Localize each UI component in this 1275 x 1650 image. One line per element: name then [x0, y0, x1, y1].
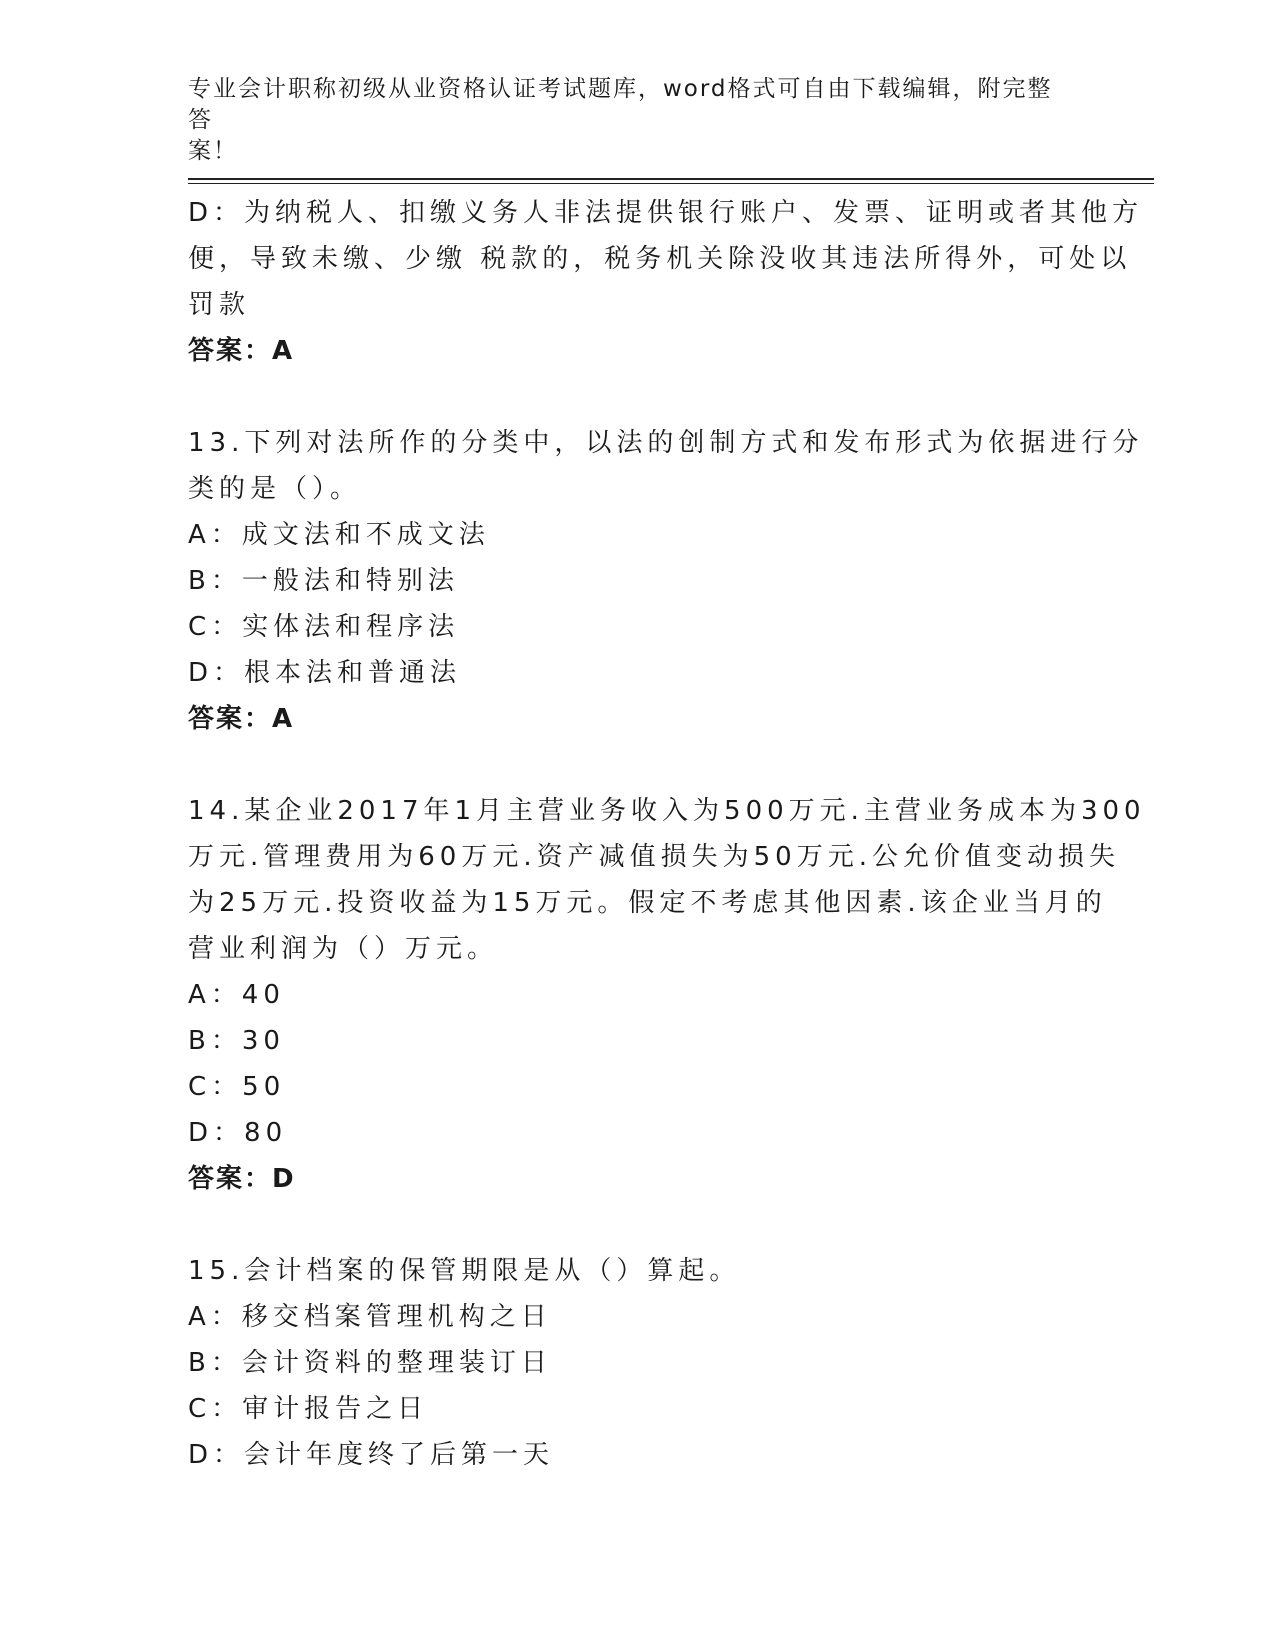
option-d: D：根本法和普通法 — [188, 658, 462, 688]
header-line-1: 专业会计职称初级从业资格认证考试题库，word格式可自由下载编辑，附完整答 — [188, 76, 1053, 133]
spacer — [188, 1202, 1088, 1248]
option-b: B：会计资料的整理装订日 — [188, 1348, 552, 1378]
option-a: A：40 — [188, 980, 285, 1010]
option-d-line-1: D：为纳税人、扣缴义务人非法提供银行账户、发票、证明或者其他方 — [188, 198, 1144, 228]
question-stem-line: 类的是（）。 — [188, 474, 362, 504]
option-b: B：一般法和特别法 — [188, 566, 459, 596]
option-b: B：30 — [188, 1026, 285, 1056]
answer-line: 答案：D — [188, 1164, 296, 1194]
prev-question-block — [188, 190, 1144, 374]
option-d: D：会计年度终了后第一天 — [188, 1440, 555, 1470]
spacer — [188, 742, 1088, 788]
header-divider-thin — [188, 183, 1154, 184]
option-c: C：50 — [188, 1072, 286, 1102]
question-stem-line: 15.会计档案的保管期限是从（）算起。 — [188, 1256, 741, 1286]
question-stem-line: 13.下列对法所作的分类中，以法的创制方式和发布形式为依据进行分 — [188, 428, 1144, 458]
question-content — [188, 190, 1146, 1478]
question-stem-line: 营业利润为（）万元。 — [188, 934, 499, 964]
question-13 — [188, 420, 1144, 742]
question-stem-line: 为25万元.投资收益为15万元。假定不考虑其他因素.该企业当月的 — [188, 888, 1107, 918]
question-stem-line: 万元.管理费用为60万元.资产减值损失为50万元.公允价值变动损失 — [188, 842, 1120, 872]
option-a: A：移交档案管理机构之日 — [188, 1302, 552, 1332]
option-a: A：成文法和不成文法 — [188, 520, 490, 550]
spacer — [188, 374, 1088, 420]
option-d-line-3: 罚款 — [188, 290, 251, 320]
header-divider-thick — [188, 178, 1154, 180]
answer-line: 答案：A — [188, 704, 295, 734]
option-c: C：实体法和程序法 — [188, 612, 460, 642]
option-d-line-2: 便，导致未缴、少缴 税款的，税务机关除没收其违法所得外，可处以 — [188, 244, 1132, 274]
question-stem-line: 14.某企业2017年1月主营业务收入为500万元.主营业务成本为300 — [188, 796, 1146, 826]
page-header — [188, 74, 1068, 167]
question-14 — [188, 788, 1146, 1202]
option-d: D：80 — [188, 1118, 288, 1148]
option-c: C：审计报告之日 — [188, 1394, 429, 1424]
question-15 — [188, 1248, 1088, 1478]
header-line-2: 案！ — [188, 138, 238, 164]
answer-line: 答案：A — [188, 336, 295, 366]
